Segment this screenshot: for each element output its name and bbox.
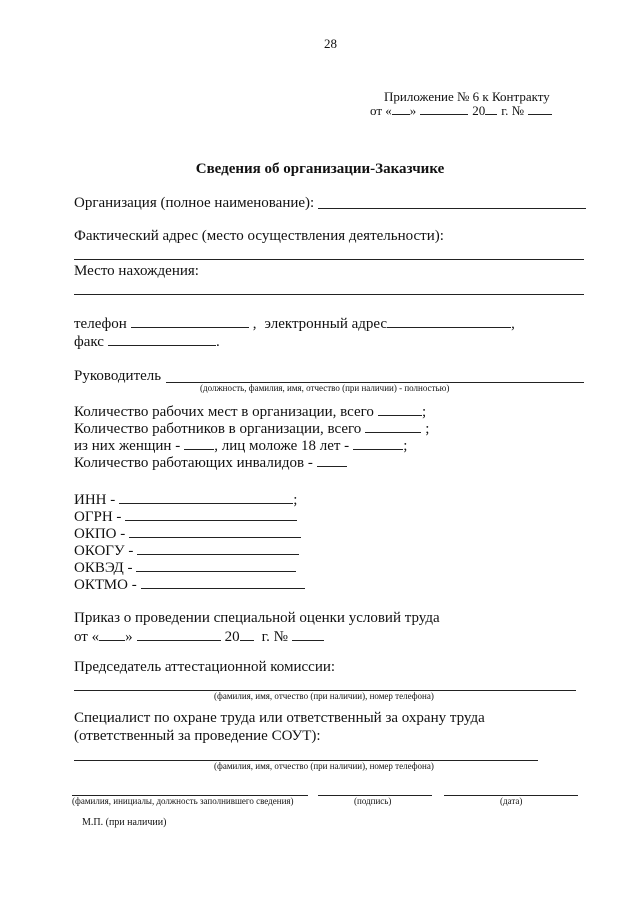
order-date-line (74, 628, 324, 646)
workers-line (74, 420, 429, 438)
workers-field[interactable] (365, 420, 421, 433)
actual-address-field[interactable] (74, 259, 584, 260)
email-end: , (511, 316, 515, 332)
order-year-prefix: 20 (224, 629, 240, 645)
form-title: Сведения об организации-Заказчике (195, 161, 445, 177)
women-end: ; (403, 438, 408, 454)
specialist-label-2: (ответственный за проведение СОУТ): (74, 728, 321, 744)
code-row (74, 525, 301, 543)
disabled-line (74, 454, 347, 472)
workplaces-end: ; (421, 404, 427, 420)
head-caption: (должность, фамилия, имя, отчество (при наличии) - полностью) (200, 383, 450, 393)
actual-address-label: Фактический адрес (место осуществления деятельности): (74, 228, 444, 244)
women-line (74, 437, 407, 455)
appendix-date-line (370, 102, 552, 119)
minors-field[interactable] (353, 437, 403, 450)
workplaces-label: Количество рабочих мест в организации, всего (74, 404, 374, 420)
code-row (74, 559, 296, 577)
email-field[interactable] (387, 315, 511, 328)
inn-end: ; (293, 492, 298, 508)
code-row (74, 542, 299, 560)
okogu-label: ОКОГУ - (74, 543, 134, 559)
order-from: от « (74, 629, 100, 645)
disabled-label: Количество работающих инвалидов - (74, 455, 313, 471)
head-label: Руководитель (74, 368, 162, 384)
page-number: 28 (324, 36, 337, 51)
appendix-day-blank[interactable] (392, 102, 410, 115)
okpo-field[interactable] (129, 525, 301, 538)
specialist-label-1: Специалист по охране труда или ответственный за охрану труда (74, 710, 485, 726)
order-quote-close: » (125, 629, 133, 645)
stamp-label: М.П. (при наличии) (82, 817, 167, 828)
workers-label: Количество работников в организации, всего (74, 421, 362, 437)
okved-label: ОКВЭД - (74, 560, 133, 576)
order-day-field[interactable] (99, 628, 125, 641)
appendix-year-blank[interactable] (485, 102, 497, 115)
okogu-field[interactable] (137, 542, 299, 555)
chairman-label: Председатель аттестационной комиссии: (74, 659, 336, 675)
ogrn-label: ОГРН - (74, 509, 122, 525)
code-row (74, 508, 297, 526)
order-label: Приказ о проведении специальной оценки условий труда (74, 610, 440, 626)
phone-sep: , (252, 316, 257, 332)
org-name-label: Организация (полное наименование): (74, 195, 315, 211)
okved-field[interactable] (136, 559, 296, 572)
workplaces-field[interactable] (378, 403, 422, 416)
code-row (74, 576, 305, 594)
ogrn-field[interactable] (125, 508, 297, 521)
fax-field[interactable] (108, 333, 216, 346)
women-field[interactable] (184, 437, 214, 450)
appendix-number-label: г. № (501, 103, 525, 118)
order-year-field[interactable] (240, 628, 254, 641)
date-caption: (дата) (500, 796, 523, 806)
inn-label: ИНН - (74, 492, 116, 508)
women-label: из них женщин - (74, 438, 181, 454)
phone-label: телефон (74, 316, 127, 332)
order-number-field[interactable] (292, 628, 324, 641)
phone-field[interactable] (131, 315, 249, 328)
appendix-year-prefix: 20 (472, 103, 486, 118)
workers-end: ; (425, 421, 430, 437)
location-label: Место нахождения: (74, 263, 199, 279)
workplaces-line (74, 403, 426, 421)
fax-line (74, 333, 220, 351)
specialist-caption: (фамилия, имя, отчество (при наличии), номер телефона) (214, 761, 434, 771)
appendix-month-blank[interactable] (420, 102, 468, 115)
oktmo-field[interactable] (141, 576, 305, 589)
oktmo-label: ОКТМО - (74, 577, 137, 593)
appendix-quote-close: » (409, 103, 417, 118)
chairman-caption: (фамилия, имя, отчество (при наличии), номер телефона) (214, 691, 434, 701)
fax-label: факс (74, 334, 104, 350)
fax-end: . (215, 334, 220, 350)
location-field[interactable] (74, 294, 584, 295)
org-name-field[interactable] (318, 208, 586, 209)
phone-email-line (74, 315, 515, 333)
signature-caption: (подпись) (354, 796, 392, 806)
okpo-label: ОКПО - (74, 526, 126, 542)
filler-caption: (фамилия, инициалы, должность заполнившего сведения) (72, 796, 294, 806)
appendix-title: Приложение № 6 к Контракту (384, 89, 550, 104)
email-label: электронный адрес (264, 316, 388, 332)
code-row (74, 491, 297, 509)
disabled-field[interactable] (317, 454, 347, 467)
order-number-label: г. № (261, 629, 288, 645)
order-month-field[interactable] (137, 628, 221, 641)
minors-label: , лиц моложе 18 лет - (214, 438, 350, 454)
inn-field[interactable] (119, 491, 293, 504)
appendix-from: от « (370, 103, 392, 118)
appendix-number-blank[interactable] (528, 102, 552, 115)
